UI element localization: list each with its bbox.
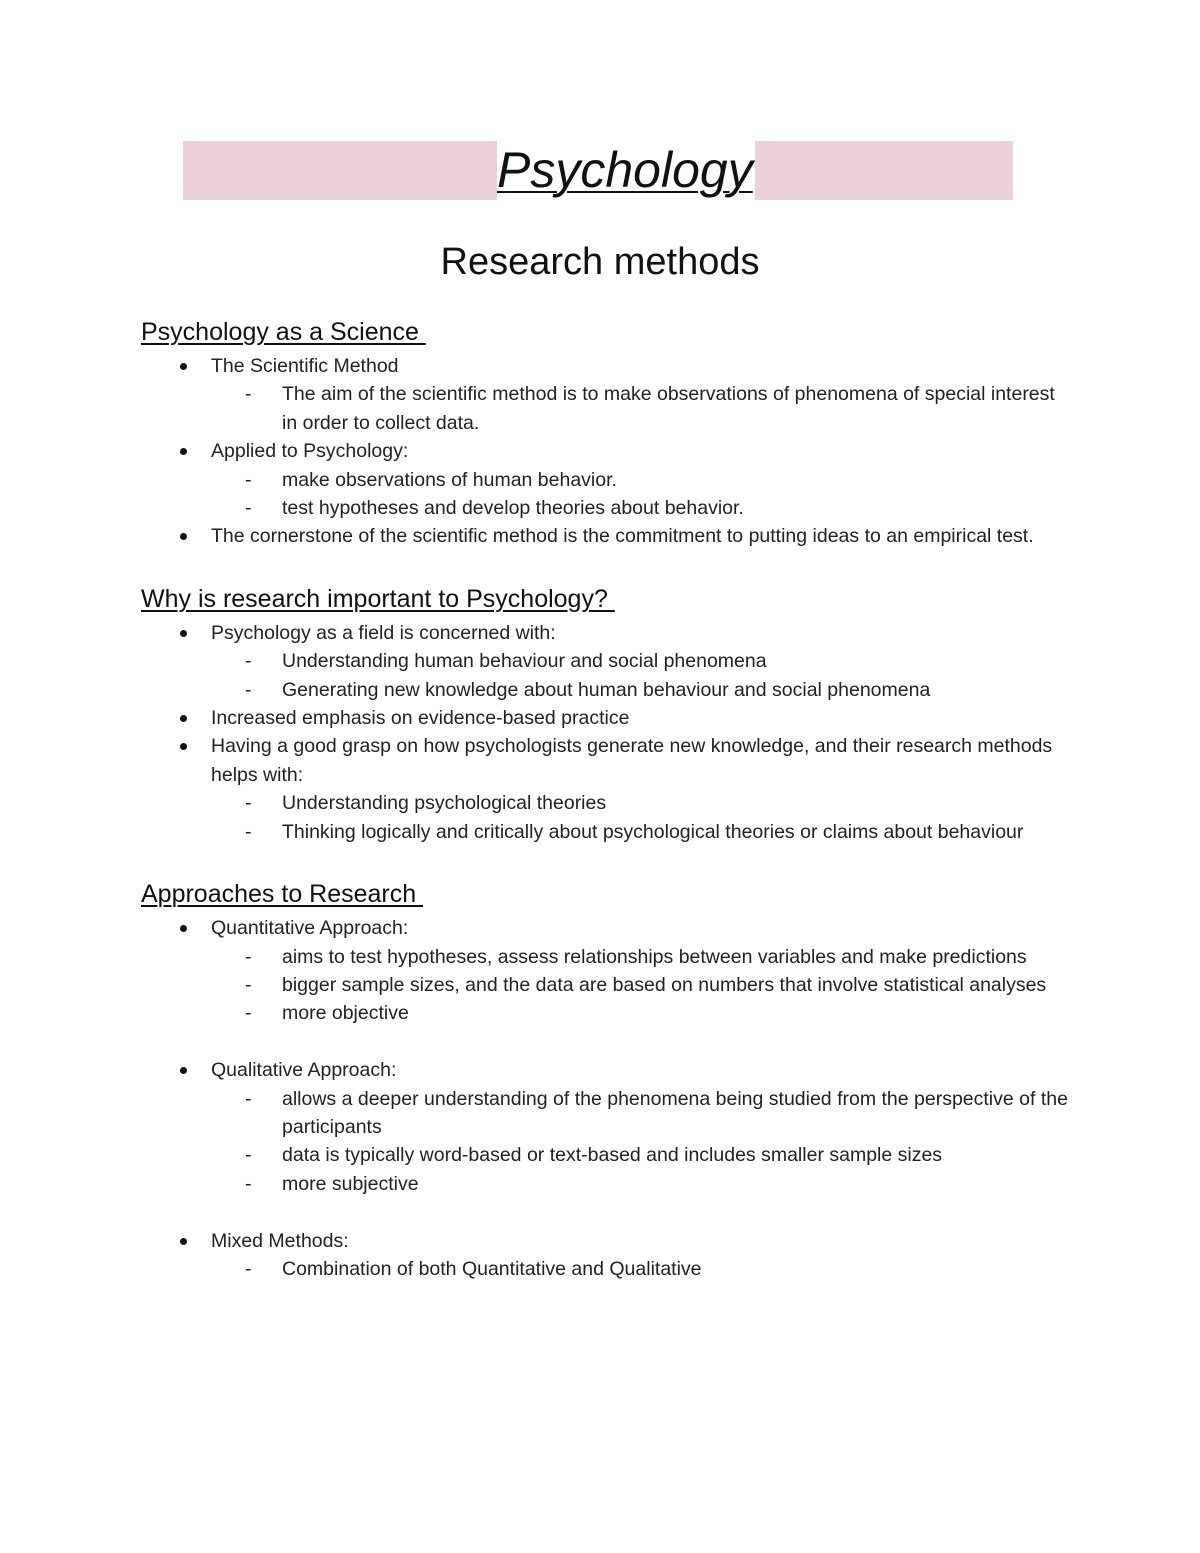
sub-item xyxy=(211,466,1071,494)
sub-item xyxy=(211,818,1071,846)
sub-item xyxy=(211,789,1071,817)
sub-item xyxy=(211,1170,1071,1198)
sub-item xyxy=(211,1085,1071,1142)
sub-item xyxy=(211,999,1071,1027)
bullet-item xyxy=(141,1227,1071,1284)
bullet-text: Quantitative Approach: xyxy=(211,917,409,940)
bullet-text: Qualitative Approach: xyxy=(211,1059,397,1082)
dash-icon: - xyxy=(245,792,252,815)
sub-list xyxy=(211,1255,1071,1283)
dash-icon: - xyxy=(245,650,252,673)
bullet-item xyxy=(141,1056,1071,1198)
page-subtitle: Research methods xyxy=(440,241,760,283)
bullet-list xyxy=(141,619,1071,846)
bullet-item xyxy=(141,914,1071,1028)
sub-text: more subjective xyxy=(282,1172,419,1195)
sub-text: test hypotheses and develop theories about behavior. xyxy=(282,497,744,520)
bullet-text: Applied to Psychology: xyxy=(211,440,409,463)
dash-icon: - xyxy=(245,468,252,491)
bullet-icon xyxy=(180,1238,187,1245)
section-heading-why-research-important: Why is research important to Psychology? xyxy=(141,584,615,613)
sub-item xyxy=(211,1255,1071,1283)
bullet-item xyxy=(141,437,1071,522)
sub-item xyxy=(211,943,1071,971)
sub-item xyxy=(211,494,1071,522)
bullet-icon xyxy=(180,743,187,750)
sub-item xyxy=(211,676,1071,704)
sub-list xyxy=(211,466,1071,523)
dash-icon: - xyxy=(245,1172,252,1195)
sub-text: data is typically word-based or text-based and includes smaller sample sizes xyxy=(282,1144,943,1167)
sub-text: Understanding human behaviour and social phenomena xyxy=(282,650,767,673)
bullet-icon xyxy=(180,715,187,722)
sub-text: make observations of human behavior. xyxy=(282,468,617,491)
sub-item xyxy=(211,647,1071,675)
bullet-icon xyxy=(180,533,187,540)
sub-list xyxy=(211,647,1071,704)
dash-icon: - xyxy=(245,820,252,843)
bullet-text: Having a good grasp on how psychologists generate new knowledge, and their research methods helps with: xyxy=(211,735,1053,786)
bullet-item xyxy=(141,619,1071,704)
sub-text: Thinking logically and critically about psychological theories or claims about behaviour xyxy=(282,820,1024,843)
sub-text: The aim of the scientific method is to make observations of phenomena of special interest in order to collect data. xyxy=(282,383,1055,434)
section-heading-psychology-as-science: Psychology as a Science xyxy=(141,318,426,346)
dash-icon: - xyxy=(245,1087,252,1110)
dash-icon: - xyxy=(245,1002,252,1025)
sub-text: Combination of both Quantitative and Qualitative xyxy=(282,1257,702,1280)
document-content xyxy=(141,312,1071,1283)
dash-icon: - xyxy=(245,1257,252,1280)
dash-icon: - xyxy=(245,678,252,701)
title-highlight-right xyxy=(755,141,1013,200)
sub-text: more objective xyxy=(282,1002,409,1025)
bullet-icon xyxy=(180,448,187,455)
bullet-item xyxy=(141,732,1071,846)
section-heading-approaches-to-research: Approaches to Research xyxy=(141,880,424,909)
bullet-list xyxy=(141,914,1071,1283)
dash-icon: - xyxy=(245,1144,252,1167)
sub-text: Understanding psychological theories xyxy=(282,792,607,815)
sub-list xyxy=(211,1085,1071,1199)
dash-icon: - xyxy=(245,497,252,520)
bullet-icon xyxy=(180,363,187,370)
sub-list xyxy=(211,943,1071,1028)
bullet-icon xyxy=(180,1067,187,1074)
dash-icon: - xyxy=(245,945,252,968)
dash-icon: - xyxy=(245,973,252,996)
bullet-text: The cornerstone of the scientific method is the commitment to putting ideas to an empirical test. xyxy=(211,525,1034,548)
sub-list xyxy=(211,380,1071,437)
bullet-item xyxy=(141,704,1071,732)
sub-item xyxy=(211,380,1071,437)
sub-list xyxy=(211,789,1071,846)
sub-item xyxy=(211,1141,1071,1169)
bullet-list xyxy=(141,352,1071,551)
bullet-text: Psychology as a field is concerned with: xyxy=(211,621,556,644)
sub-text: allows a deeper understanding of the phenomena being studied from the perspective of the participants xyxy=(282,1087,1068,1138)
page-title: Psychology xyxy=(497,142,753,198)
bullet-icon xyxy=(180,925,187,932)
bullet-text: The Scientific Method xyxy=(211,355,399,377)
sub-text: Generating new knowledge about human behaviour and social phenomena xyxy=(282,678,931,701)
bullet-item xyxy=(141,522,1071,550)
bullet-text: Mixed Methods: xyxy=(211,1229,349,1252)
dash-icon: - xyxy=(245,383,252,406)
bullet-text: Increased emphasis on evidence-based practice xyxy=(211,707,630,730)
title-highlight-left xyxy=(183,141,497,200)
bullet-item xyxy=(141,352,1071,437)
sub-text: aims to test hypotheses, assess relationships between variables and make predictions xyxy=(282,945,1027,968)
sub-item xyxy=(211,971,1071,999)
bullet-icon xyxy=(180,630,187,637)
sub-text: bigger sample sizes, and the data are based on numbers that involve statistical analyses xyxy=(282,973,1047,996)
